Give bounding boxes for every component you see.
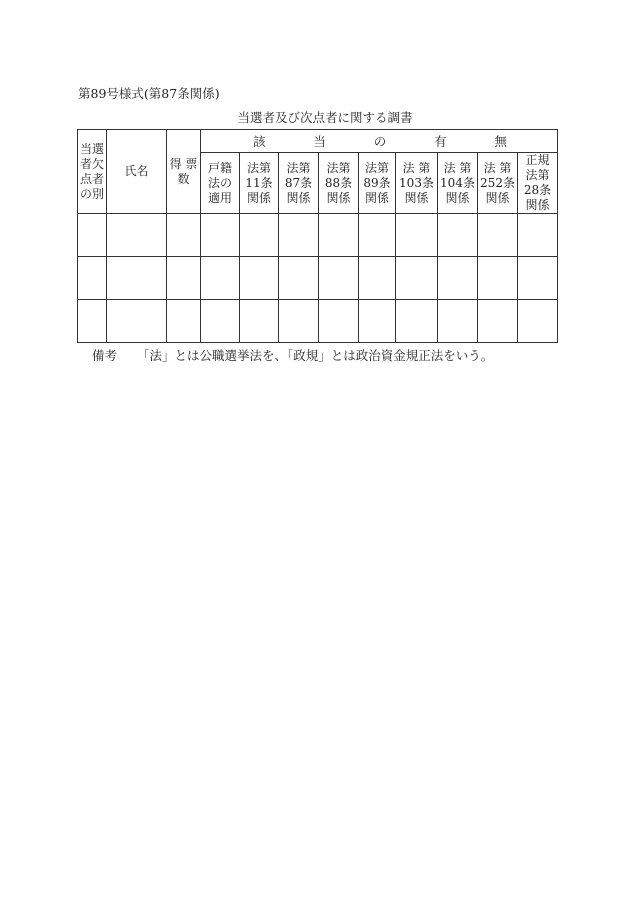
cell <box>359 300 396 343</box>
cell <box>279 300 319 343</box>
subheader-art11-text: 法第 11条 関係 <box>245 160 273 205</box>
subheader-art104-text: 法 第 104条 関係 <box>440 160 475 205</box>
cell <box>478 214 518 257</box>
subheader-koseki-text: 戸籍 法の 適用 <box>207 160 232 205</box>
cell <box>279 257 319 300</box>
cell <box>240 257 279 300</box>
group-char-4: 有 <box>434 133 447 149</box>
header-name <box>107 130 167 214</box>
subheader-art252 <box>478 153 518 214</box>
subheader-art89-text: 法第 89条 関係 <box>363 160 391 205</box>
header-candidate-type-text: 当選 者欠 点者 の別 <box>79 141 104 201</box>
cell-type <box>78 257 107 300</box>
cell-name <box>107 300 167 343</box>
cell <box>396 300 438 343</box>
header-candidate-type <box>78 130 107 214</box>
cell <box>319 214 359 257</box>
cell <box>518 300 558 343</box>
remarks-label: 備考 <box>92 348 118 363</box>
subheader-art87 <box>279 153 319 214</box>
cell-name <box>107 257 167 300</box>
survey-table <box>77 129 558 343</box>
group-char-2: 当 <box>313 133 326 149</box>
header-votes-text: 得 票 数 <box>169 156 198 186</box>
cell <box>201 214 240 257</box>
subheader-seiki28-text: 正規 法第 28条 関係 <box>523 153 552 212</box>
subheader-art11 <box>240 153 279 214</box>
remarks-text: 「法」とは公職選挙法を、「政規」とは政治資金規正法をいう。 <box>137 348 494 363</box>
group-char-5: 無 <box>494 133 508 149</box>
cell-type <box>78 214 107 257</box>
subheader-art89 <box>359 153 396 214</box>
cell-votes <box>167 257 201 300</box>
cell <box>438 257 478 300</box>
cell <box>359 257 396 300</box>
cell-type <box>78 300 107 343</box>
group-char-3: の <box>373 133 387 149</box>
remarks <box>92 346 493 364</box>
subheader-art103 <box>396 153 438 214</box>
subheader-art104 <box>438 153 478 214</box>
cell <box>240 300 279 343</box>
cell <box>478 257 518 300</box>
table-row <box>78 257 558 300</box>
cell <box>518 257 558 300</box>
cell <box>279 214 319 257</box>
group-char-1: 該 <box>253 133 266 149</box>
subheader-art88 <box>319 153 359 214</box>
subheader-art252-text: 法 第 252条 関係 <box>480 160 515 205</box>
table-row <box>78 214 558 257</box>
cell <box>319 257 359 300</box>
subheader-seiki28 <box>518 153 558 214</box>
subheader-art87-text: 法第 87条 関係 <box>284 160 313 205</box>
subheader-art88-text: 法第 88条 関係 <box>324 160 353 205</box>
cell <box>201 300 240 343</box>
cell <box>359 214 396 257</box>
subheader-koseki <box>201 153 240 214</box>
cell-votes <box>167 300 201 343</box>
header-applicability-group <box>201 130 558 153</box>
header-name-text: 氏名 <box>124 164 149 178</box>
subheader-art103-text: 法 第 103条 関係 <box>399 160 434 205</box>
cell <box>438 214 478 257</box>
cell-name <box>107 214 167 257</box>
cell <box>478 300 518 343</box>
cell <box>396 214 438 257</box>
cell <box>438 300 478 343</box>
cell <box>518 214 558 257</box>
cell <box>201 257 240 300</box>
header-votes <box>167 130 201 214</box>
cell-votes <box>167 214 201 257</box>
document-title: 当選者及び次点者に関する調書 <box>237 110 413 125</box>
form-number: 第89号様式(第87条関係) <box>78 86 220 101</box>
cell <box>319 300 359 343</box>
cell <box>396 257 438 300</box>
cell <box>240 214 279 257</box>
table-row <box>78 300 558 343</box>
